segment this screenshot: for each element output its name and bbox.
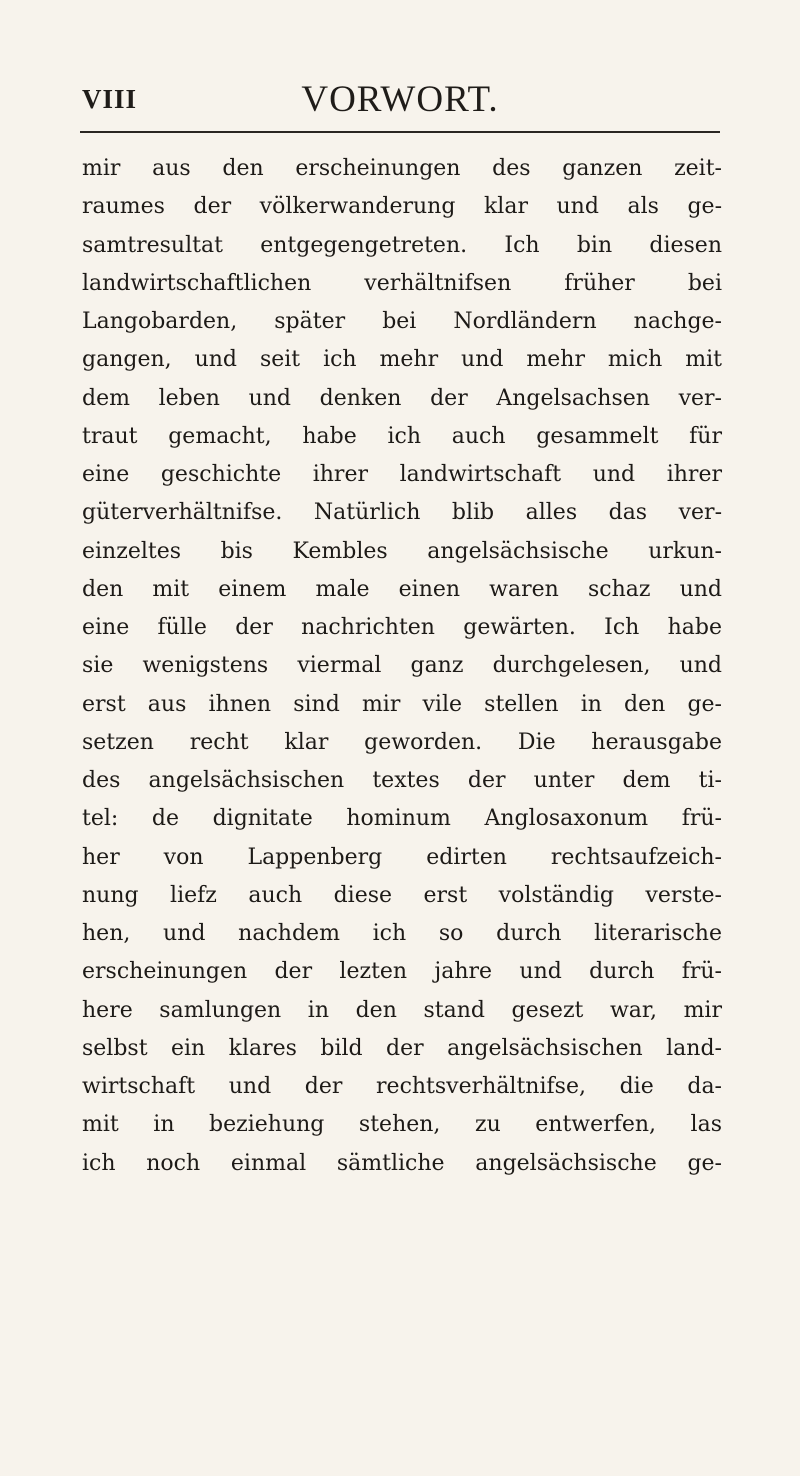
- text-line: sie wenigstens viermal ganz durchgelesen, und: [82, 653, 722, 679]
- text-line: dem leben und denken der Angelsachsen ver-: [82, 385, 722, 411]
- text-line: eine fülle der nachrichten gewärten. Ich habe: [82, 615, 722, 640]
- text-line: tel: de dignitate hominum Anglosaxonum frü-: [82, 806, 722, 832]
- text-line: raumes der völkerwanderung klar und als ge-: [82, 194, 722, 220]
- text-line: hen, und nachdem ich so durch literarische: [82, 921, 722, 946]
- text-line: Langobarden, später bei Nordländern nachge-: [82, 309, 722, 334]
- running-title: VORWORT.: [301, 79, 499, 120]
- text-line: gangen, und seit ich mehr und mehr mich mit: [82, 347, 722, 373]
- text-line: traut gemacht, habe ich auch gesammelt für: [82, 423, 722, 449]
- text-line: mir aus den erscheinungen des ganzen zeit-: [82, 156, 722, 181]
- text-line: mit in beziehung stehen, zu entwerfen, las: [82, 1112, 722, 1138]
- page-header: [0, 78, 800, 118]
- text-line: güterverhältnifse. Natürlich blib alles das ver-: [82, 500, 722, 526]
- body-text: [82, 150, 722, 1183]
- text-line: ich noch einmal sämtliche angelsächsische ge-: [82, 1150, 722, 1176]
- text-line: her von Lappenberg edirten rechtsaufzeich-: [82, 844, 722, 870]
- text-line: wirtschaft und der rechtsverhältnifse, die da-: [82, 1074, 722, 1099]
- header-rule: [80, 131, 720, 133]
- text-line: here samlungen in den stand gesezt war, mir: [82, 997, 722, 1023]
- text-line: samtresultat entgegengetreten. Ich bin diesen: [82, 232, 722, 258]
- text-line: selbst ein klares bild der angelsächsischen land-: [82, 1035, 722, 1061]
- text-line: erscheinungen der lezten jahre und durch frü-: [82, 959, 722, 985]
- text-line: erst aus ihnen sind mir vile stellen in den ge-: [82, 691, 722, 717]
- text-line: nung liefz auch diese erst volständig verste-: [82, 882, 722, 908]
- text-line: den mit einem male einen waren schaz und: [82, 576, 722, 602]
- page-number: VIII: [82, 84, 138, 114]
- text-line: eine geschichte ihrer landwirtschaft und ihrer: [82, 462, 722, 487]
- text-line: setzen recht klar geworden. Die herausgabe: [82, 729, 722, 755]
- text-line: einzeltes bis Kembles angelsächsische urkun-: [82, 538, 722, 564]
- text-line: des angelsächsischen textes der unter dem ti-: [82, 768, 722, 793]
- text-line: landwirtschaftlichen verhältnifsen früher bei: [82, 270, 722, 296]
